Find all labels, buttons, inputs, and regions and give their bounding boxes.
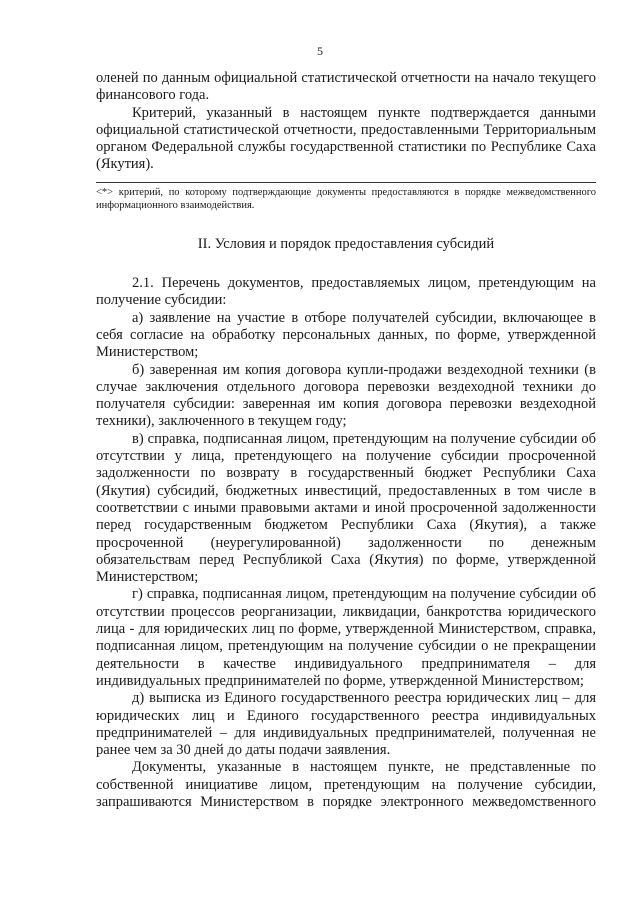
paragraph-item-a: а) заявление на участие в отборе получателей субсидии, включающее в себя согласие на обработку персональных данных, по форме, утвержденной Министерством; (96, 309, 596, 361)
paragraph-item-g: г) справка, подписанная лицом, претендующим на получение субсидии об отсутствии процессов реорганизации, ликвидации, банкротства юридического лица - для юридических лиц по форме, утвержденной Министерством, справка, подписанная лицом, претендующим на получение субсидии о не прекращении деятельности в качестве индивидуального предпринимателя – для индивидуальных предпринимателей по форме, утвержденной Министерством; (96, 586, 596, 689)
paragraph-item-d: д) выписка из Единого государственного реестра юридических лиц – для юридических лиц и Единого государственного реестра индивидуальных предпринимателей – для индивидуальных предпринимателей, полученная не ранее чем за 30 дней до даты подачи заявления. (96, 690, 596, 759)
footnote-divider (96, 182, 596, 183)
page-number: 5 (317, 44, 323, 58)
paragraph-2-1: 2.1. Перечень документов, предоставляемых лицом, претендующим на получение субсидии: (96, 275, 596, 309)
paragraph-continuation: оленей по данным официальной статистической отчетности на начало текущего финансового года. (96, 70, 596, 104)
document-body (96, 70, 596, 811)
paragraph-criterion: Критерий, указанный в настоящем пункте подтверждается данными официальной статистической отчетности, предоставленными Территориальным органом Федеральной службы государственной статистики по Республике Саха (Якутия). (96, 104, 596, 173)
paragraph-item-b: б) заверенная им копия договора купли-продажи вездеходной техники (в случае заключения отдельного договора перевозки вездеходной техники до получателя субсидии: заверенная им копия договора перевозки вездеходной техники), заключенного в текущем году; (96, 361, 596, 430)
section-title: II. Условия и порядок предоставления субсидий (197, 235, 495, 252)
paragraph-documents-request: Документы, указанные в настоящем пункте, не представленные по собственной инициативе лицом, претендующим на получение субсидии, запрашиваются Министерством в порядке электронного межведомственного (96, 759, 596, 810)
footnote: <*> критерий, по которому подтверждающие документы предоставляются в порядке межведомственного информационного взаимодействия. (96, 186, 596, 211)
paragraph-item-v: в) справка, подписанная лицом, претендующим на получение субсидии об отсутствии у лица, претендующего на получение субсидии просроченной задолженности по возврату в государственный бюджет Республики Саха (Якутия) субсидий, бюджетных инвестиций, предоставленных в том числе в соответствии с иными правовыми актами и иной просроченной задолженности перед государственным бюджетом Республики Саха (Якутия), а также просроченной (неурегулированной) задолженности по денежным обязательствам перед Республикой Саха (Якутия) по форме, утвержденной Министерством; (96, 430, 596, 586)
